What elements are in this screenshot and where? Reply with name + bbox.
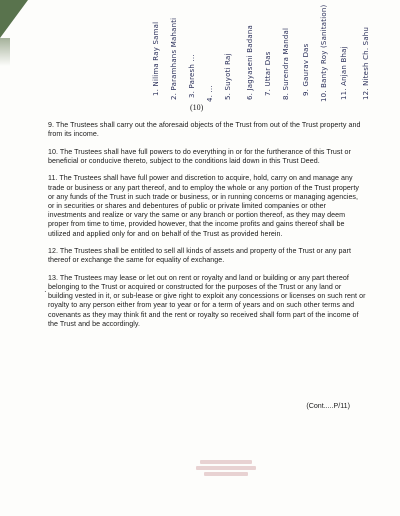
signature-4: 4. ... [206, 85, 214, 102]
clause-10: 10. The Trustees shall have full powers to do everything in or for the furtherance of this Trust or beneficial or conducive thereto, subject to the conditions laid down in this Trust Deed. [48, 147, 351, 165]
signature-3: 3. Paresh ... [188, 54, 196, 98]
signature-7: 7. Uttar Das [264, 51, 272, 96]
page-corner-shadow [0, 0, 28, 38]
signature-1: 1. Nilima Ray Samal [152, 21, 160, 96]
clause-13: 13. The Trustees may lease or let out on rent or royalty and land or building or any part thereof belonging to the Trust or acquired or constructed for the purposes of the Trust or any land or building vested in it, or sub-lease or give right to exploit any concessions or licenses on such rent or royalty to any person either from year to year or for a term of years and on such other terms and covenants as they may think fit and the rent or royalty so received shall form part of the income of the Trust and be accordingly. [48, 273, 366, 328]
trustee-signatures [150, 4, 400, 104]
page-edge-shadow [0, 38, 10, 66]
clause-12: 12. The Trustees shall be entitled to sell all kinds of assets and property of the Trust or any part thereof or exchange the same for equality of exchange. [48, 247, 351, 265]
signature-12: 12. Nitesh Ch. Sahu [362, 26, 370, 100]
clause-11: 11. The Trustees shall have full power and discretion to acquire, hold, carry on and manage any trade or business or any part thereof, and to employ the whole or any portion of the Trust property or any funds of the Trust in such trade or business, or in running concerns or managing agencies, or in securities or shares and debentures of public or private limited companies or other investments and realize or vary the same or any branch or portion thereof, as they may deem proper from time to time, provided however, that the income profits and gains thereof shall be utilized and applied only for and on behalf of the Trust as provided herein. [48, 174, 359, 238]
margin-mark: · [44, 287, 47, 296]
signature-2: 2. Paramhans Mahanti [170, 17, 178, 100]
faded-stamp [196, 458, 256, 486]
signature-11: 11. Anjan Bhaj [340, 46, 348, 100]
signature-5: 5. Suyoti Raj [224, 53, 232, 100]
signature-10: 10. Banty Roy (Sanitation) [320, 4, 328, 102]
clause-9: 9. The Trustees shall carry out the aforesaid objects of the Trust from out of the Trust property and from its income. [48, 121, 361, 139]
signature-6: 6. Jagyaseni Badana [246, 24, 254, 100]
signature-9: 9. Gaurav Das [302, 43, 310, 96]
trust-deed-clauses [48, 121, 366, 337]
page-number: (10) [190, 103, 204, 112]
continuation-note: (Cont.....P/11) [306, 402, 350, 410]
signature-8: 8. Surendra Mandal [282, 27, 290, 100]
